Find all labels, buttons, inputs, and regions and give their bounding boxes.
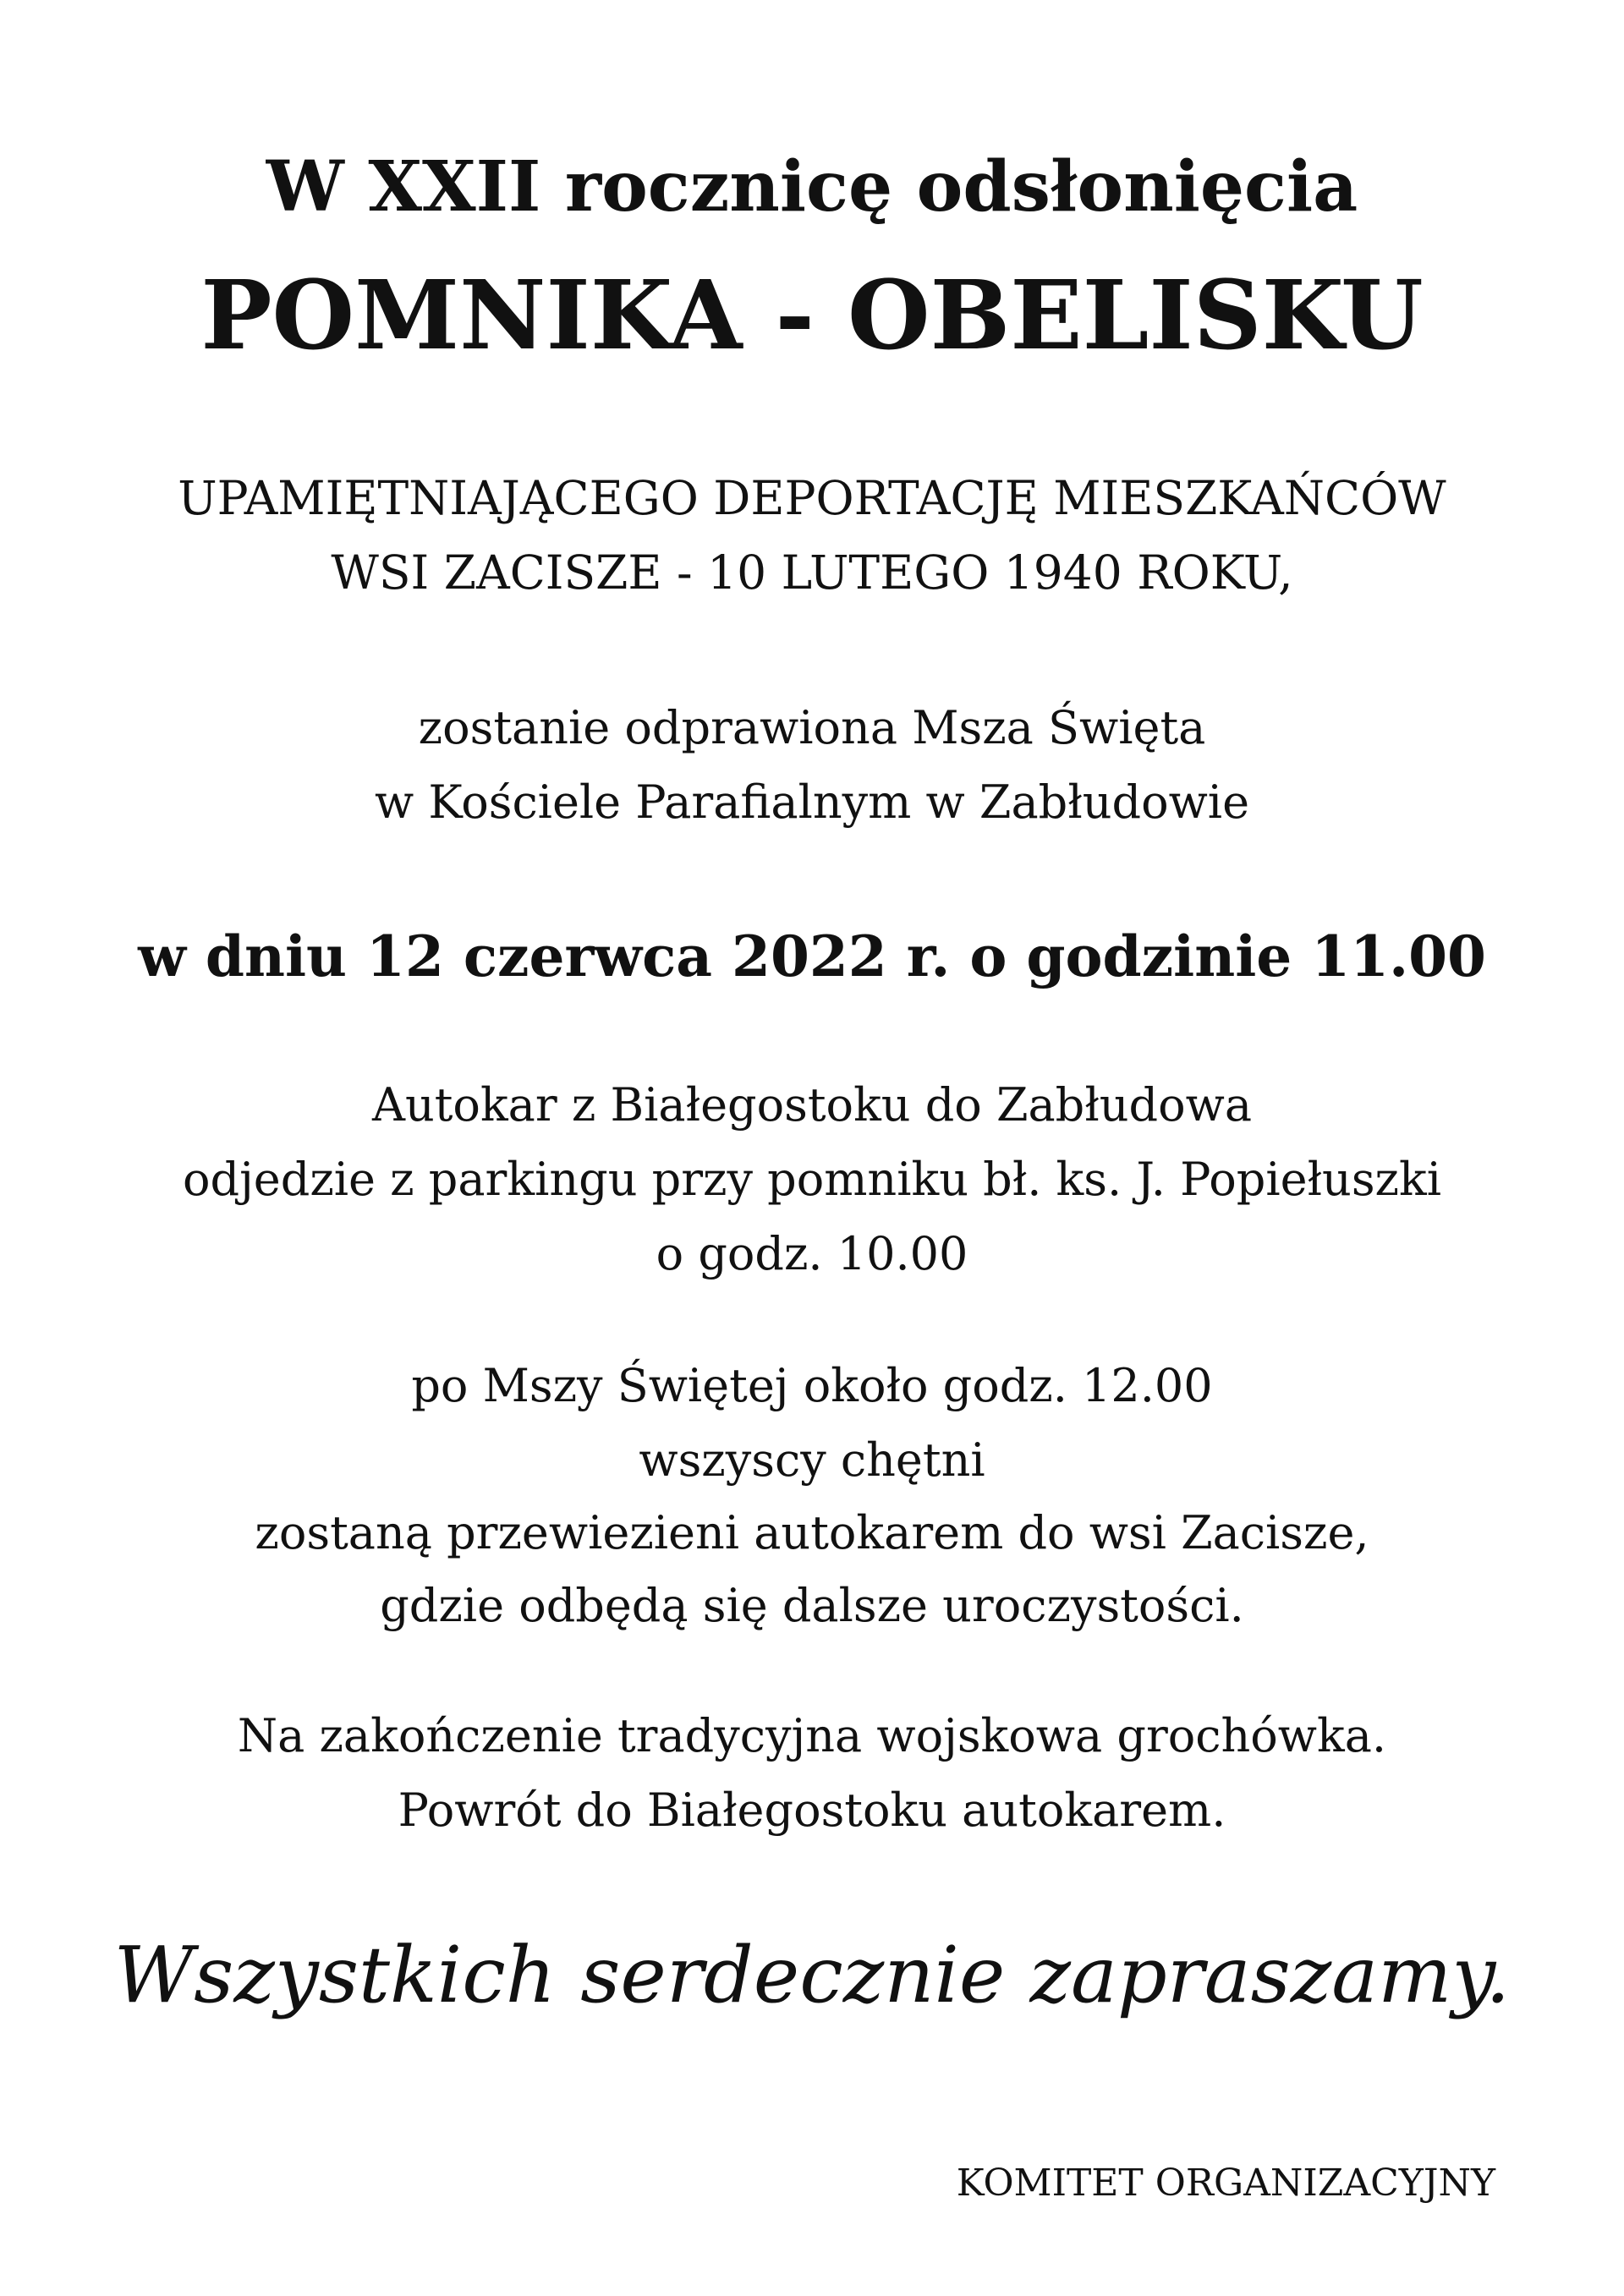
title-line-2: POMNIKA - OBELISKU: [200, 260, 1424, 371]
subtitle-line-1: UPAMIĘTNIAJĄCEGO DEPORTACJĘ MIESZKAŃCÓW: [178, 471, 1446, 525]
organizing-committee-signature: KOMITET ORGANIZACYJNY: [956, 2162, 1495, 2205]
bus-line-3: o godz. 10.00: [656, 1227, 968, 1280]
title-line-1: W XXII rocznicę odsłonięcia: [266, 146, 1358, 227]
subtitle-line-2: WSI ZACISZE - 10 LUTEGO 1940 ROKU,: [331, 545, 1293, 600]
after-mass-line-1: po Mszy Świętej około godz. 12.00: [411, 1359, 1213, 1412]
after-mass-line-2: wszyscy chętni: [639, 1433, 985, 1487]
invitation-line: Wszystkich serdecznie zapraszamy.: [113, 1930, 1511, 2020]
bus-line-1: Autokar z Białegostoku do Zabłudowa: [371, 1078, 1253, 1132]
ending-line-2: Powrót do Białegostoku autokarem.: [398, 1784, 1226, 1837]
bus-line-2: odjedzie z parkingu przy pomniku bł. ks. J. Popiełuszki: [182, 1153, 1441, 1206]
mass-line-2: w Kościele Parafialnym w Zabłudowie: [374, 775, 1250, 829]
after-mass-line-4: gdzie odbędą się dalsze uroczystości.: [380, 1579, 1244, 1632]
after-mass-line-3: zostaną przewiezieni autokarem do wsi Zacisze,: [255, 1506, 1369, 1559]
mass-line-1: zostanie odprawiona Msza Święta: [418, 701, 1206, 754]
event-date-line: w dniu 12 czerwca 2022 r. o godzinie 11.00: [138, 923, 1486, 989]
ending-line-1: Na zakończenie tradycyjna wojskowa grochówka.: [237, 1709, 1387, 1762]
